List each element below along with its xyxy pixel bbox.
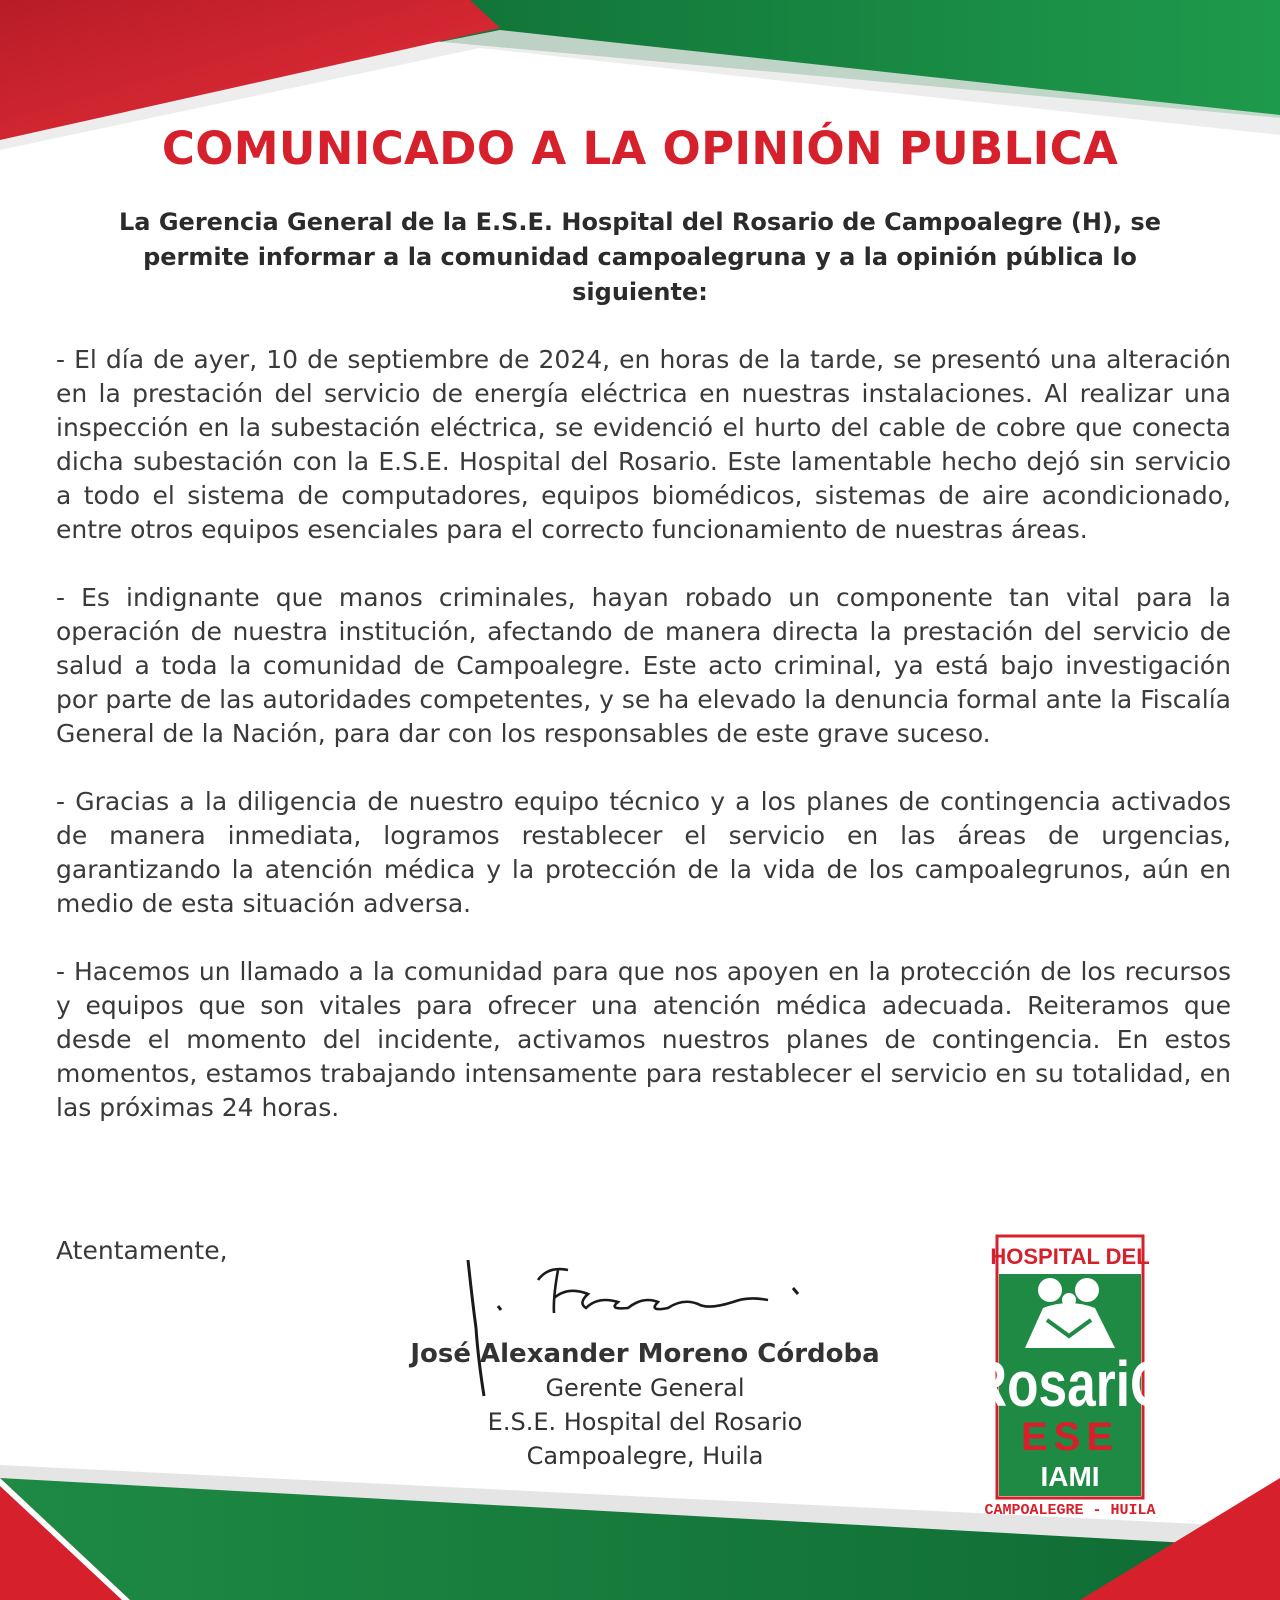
signer-name: José Alexander Moreno Córdoba [410, 1339, 880, 1369]
logo-iami-text: IAMI [1040, 1461, 1100, 1492]
logo-top-text: HOSPITAL DEL [990, 1244, 1150, 1269]
closing-text: Atentamente, [56, 1236, 228, 1265]
signer-block [340, 1337, 950, 1473]
logo-bottom-text: CAMPOALEGRE - HUILA [984, 1502, 1156, 1519]
emblem-head-right [1075, 1278, 1099, 1302]
page-title: COMUNICADO A LA OPINIÓN PUBLICA [161, 122, 1119, 175]
paragraph: - Gracias a la diligencia de nuestro equipo técnico y a los planes de contingencia activados de manera inmediata, logramos restablecer el servicio en las áreas de urgencias, garantizando la atención médica y la protección de la vida de los campoalegrunos, aún en medio de esta situación adversa. [56, 787, 1231, 918]
intro-text: La Gerencia General de la E.S.E. Hospital del Rosario de Campoalegre (H), se permite informar a la comunidad campoalegruna y a la opinión pública lo siguiente: [119, 208, 1161, 306]
top-red-band [0, 0, 500, 140]
logo-ese-text: ESE [1020, 1415, 1120, 1459]
signer-role: Gerente General [545, 1374, 745, 1402]
hospital-logo [965, 1236, 1175, 1519]
signer-place: Campoalegre, Huila [526, 1442, 764, 1470]
signer-organization: E.S.E. Hospital del Rosario [487, 1408, 803, 1436]
emblem-head-left [1038, 1278, 1062, 1302]
logo-main-text: RosariO [970, 1348, 1170, 1420]
paragraph: - Es indignante que manos criminales, hayan robado un componente tan vital para la operación de nuestra institución, afectando de manera directa la prestación del servicio de salud a toda la comunidad de Campoalegre. Este acto criminal, ya está bajo investigación por parte de las autoridades competentes, y se ha elevado la denuncia formal ante la Fiscalía General de la Nación, para dar con los responsables de este grave suceso. [56, 583, 1231, 748]
paragraph: - El día de ayer, 10 de septiembre de 2024, en horas de la tarde, se presentó una alteración en la prestación del servicio de energía eléctrica en nuestras instalaciones. Al realizar una inspección en la subestación eléctrica, se evidenció el hurto del cable de cobre que conecta dicha subestación con la E.S.E. Hospital del Rosario. Este lamentable hecho dejó sin servicio a todo el sistema de computadores, equipos biomédicos, sistemas de aire acondicionado, entre otros equipos esenciales para el correcto funcionamiento de nuestras áreas. [56, 345, 1231, 544]
paragraph: - Hacemos un llamado a la comunidad para que nos apoyen en la protección de los recursos y equipos que son vitales para ofrecer una atención médica adecuada. Reiteramos que desde el momento del incidente, activamos nuestros planes de contingencia. En estos momentos, estamos trabajando intensamente para restablecer el servicio en su totalidad, en las próximas 24 horas. [56, 957, 1231, 1122]
body-text [56, 343, 1231, 1159]
